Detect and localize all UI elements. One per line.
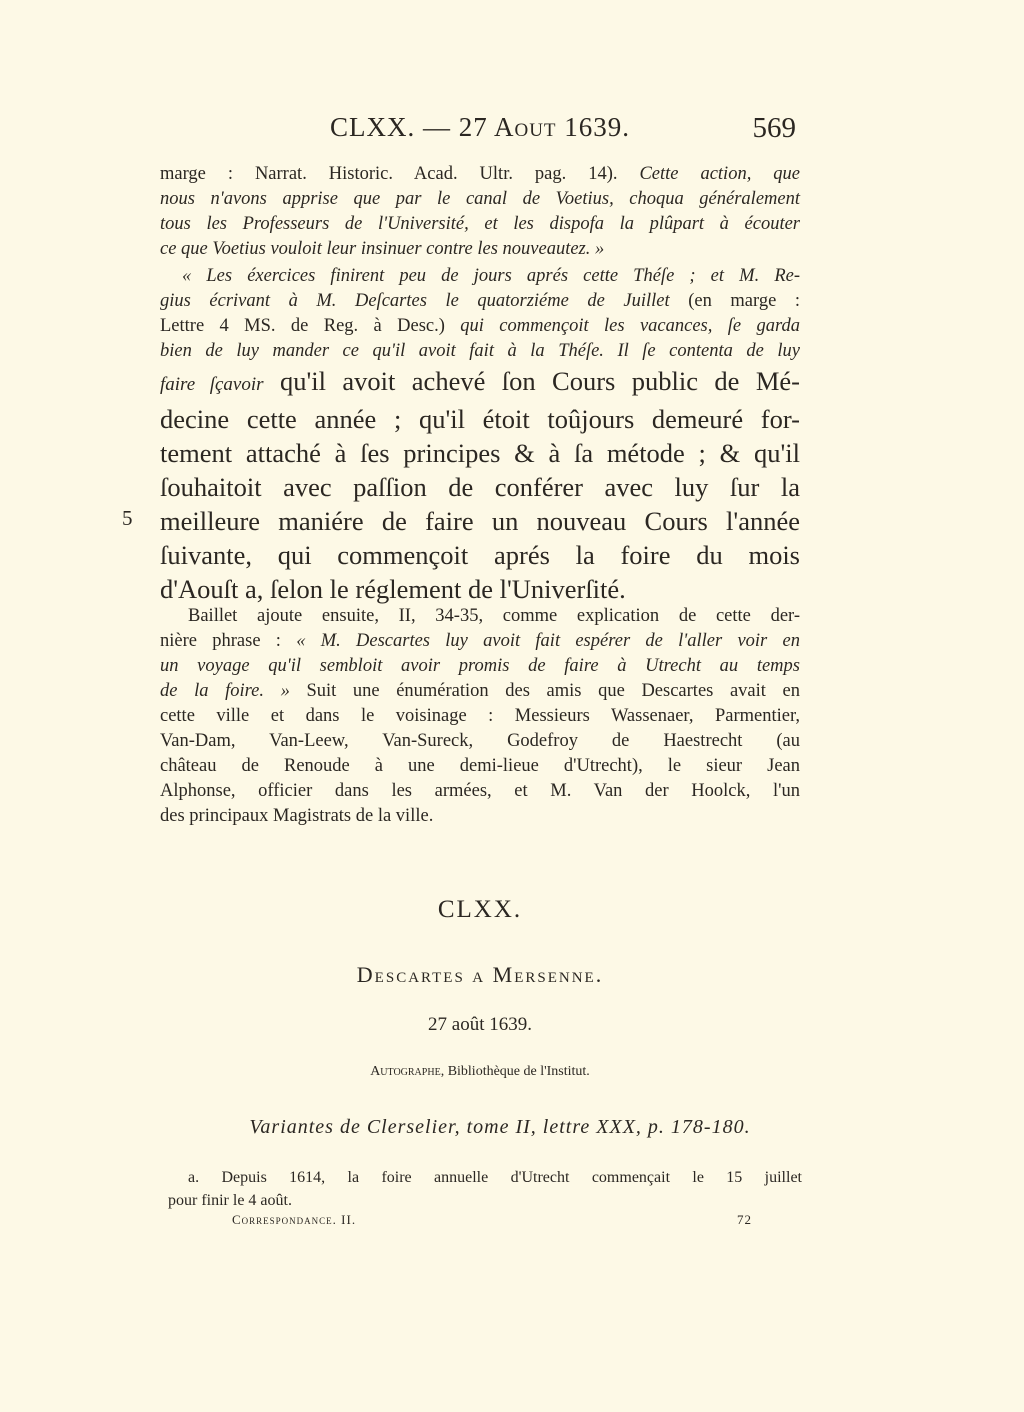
text-line: tous les Professeurs de l'Université, et les dispofa la plûpart à écouter: [160, 214, 800, 234]
letter-date: 27 août 1639.: [428, 1014, 532, 1035]
text-line: [160, 679, 800, 704]
letter-source: [160, 1064, 800, 1080]
text-line: [160, 364, 800, 402]
text-span-italic: faire ſçavoir: [160, 374, 264, 395]
text-line: d'Aouſt a, ſelon le réglement de l'Univerſité.: [160, 574, 626, 604]
running-head: [160, 112, 800, 152]
signature-mark: 72: [737, 1212, 752, 1227]
text-line: cette ville et dans le voisinage : Messieurs Wassenaer, Parmentier,: [160, 706, 800, 726]
footnote-line: pour finir le 4 août.: [168, 1192, 292, 1209]
text-span: Suit une énumération des amis que Descartes avait en: [289, 681, 800, 701]
page-number: 569: [752, 112, 796, 144]
letter-title: Descartes a Mersenne.: [356, 962, 604, 987]
text-line: Van-Dam, Van-Leew, Van-Sureck, Godefroy de Haestrecht (au: [160, 731, 800, 751]
text-span: marge : Narrat. Historic. Acad. Ultr. pag. 14).: [160, 164, 640, 184]
text-line: tement attaché à ſes principes & à ſa métode ; & qu'il: [160, 438, 800, 468]
top-paragraph: [160, 162, 800, 262]
text-span: qu'il avoit achevé ſon Cours public de Mé-: [263, 366, 801, 396]
text-line: Alphonse, officier dans les armées, et M. Van der Hoolck, l'un: [160, 781, 800, 801]
text-line: ſouhaitoit avec paſſion de conférer avec luy ſur la: [160, 472, 800, 502]
page-footer: [232, 1212, 752, 1228]
text-span-italic: de la foire. »: [160, 681, 290, 701]
text-line: ce que Voetius vouloit leur insinuer contre les nouveautez. »: [160, 239, 605, 259]
text-span-italic: « Les éxercices finirent peu de jours aprés cette Théſe ; et M. Re-: [182, 266, 800, 286]
second-paragraph: [160, 264, 800, 364]
text-line: [160, 162, 800, 187]
source-rest: , Bibliothèque de l'Institut.: [440, 1064, 590, 1079]
line-number: 5: [122, 506, 133, 530]
footer-label: Correspondance. II.: [232, 1212, 357, 1227]
text-line: [160, 264, 800, 289]
text-span: (en marge :: [669, 291, 800, 311]
commentary-paragraph: [160, 604, 800, 829]
text-line: château de Renoude à une demi-lieue d'Utrecht), le sieur Jean: [160, 756, 800, 776]
footnote: [168, 1166, 802, 1212]
text-span: Baillet ajoute ensuite, II, 34-35, comme explication de cette der-: [188, 606, 800, 626]
letter-number: CLXX.: [437, 896, 523, 923]
text-span-italic: qui commençoit les vacances, ſe garda: [460, 316, 800, 336]
text-span-italic: gius écrivant à M. Deſcartes le quatorziéme de Juillet: [160, 291, 670, 311]
text-span: nière phrase :: [160, 631, 297, 651]
text-line: meilleure maniére de faire un nouveau Cours l'année: [160, 506, 800, 536]
text-line: [160, 339, 800, 364]
text-span: Depuis 1614, la foire annuelle d'Utrecht commençait le 15 juillet: [199, 1169, 802, 1186]
text-line: des principaux Magistrats de la ville.: [160, 806, 434, 826]
text-line: decine cette année ; qu'il étoit toûjours demeuré for-: [160, 404, 800, 434]
variants-note: Variantes de Clerselier, tome II, lettre XXX, p. 178-180.: [249, 1116, 751, 1138]
text-span-italic: Cette action, que: [639, 164, 800, 184]
text-line: nous n'avons apprise que par le canal de Voetius, choqua généralement: [160, 189, 800, 209]
running-title: CLXX. — 27 Aout 1639.: [329, 112, 631, 142]
text-span: Lettre 4 MS. de Reg. à Desc.): [160, 316, 461, 336]
text-span-italic: bien de luy mander ce qu'il avoit fait à la Théſe. Il ſe contenta de luy: [160, 341, 800, 361]
text-line: [160, 629, 800, 654]
text-line: [160, 314, 800, 339]
footnote-marker: a.: [188, 1169, 200, 1186]
text-line: un voyage qu'il sembloit avoir promis de faire à Utrecht au temps: [160, 656, 800, 676]
text-span-italic: « M. Descartes luy avoit fait espérer de l'aller voir en: [296, 631, 800, 651]
descartes-quotation: [160, 364, 800, 606]
footnote-line: [168, 1166, 802, 1189]
text-line: [160, 604, 800, 629]
text-line: [160, 289, 800, 314]
source-label: Autographe: [370, 1064, 441, 1079]
text-line: ſuivante, qui commençoit aprés la foire du mois: [160, 540, 800, 570]
